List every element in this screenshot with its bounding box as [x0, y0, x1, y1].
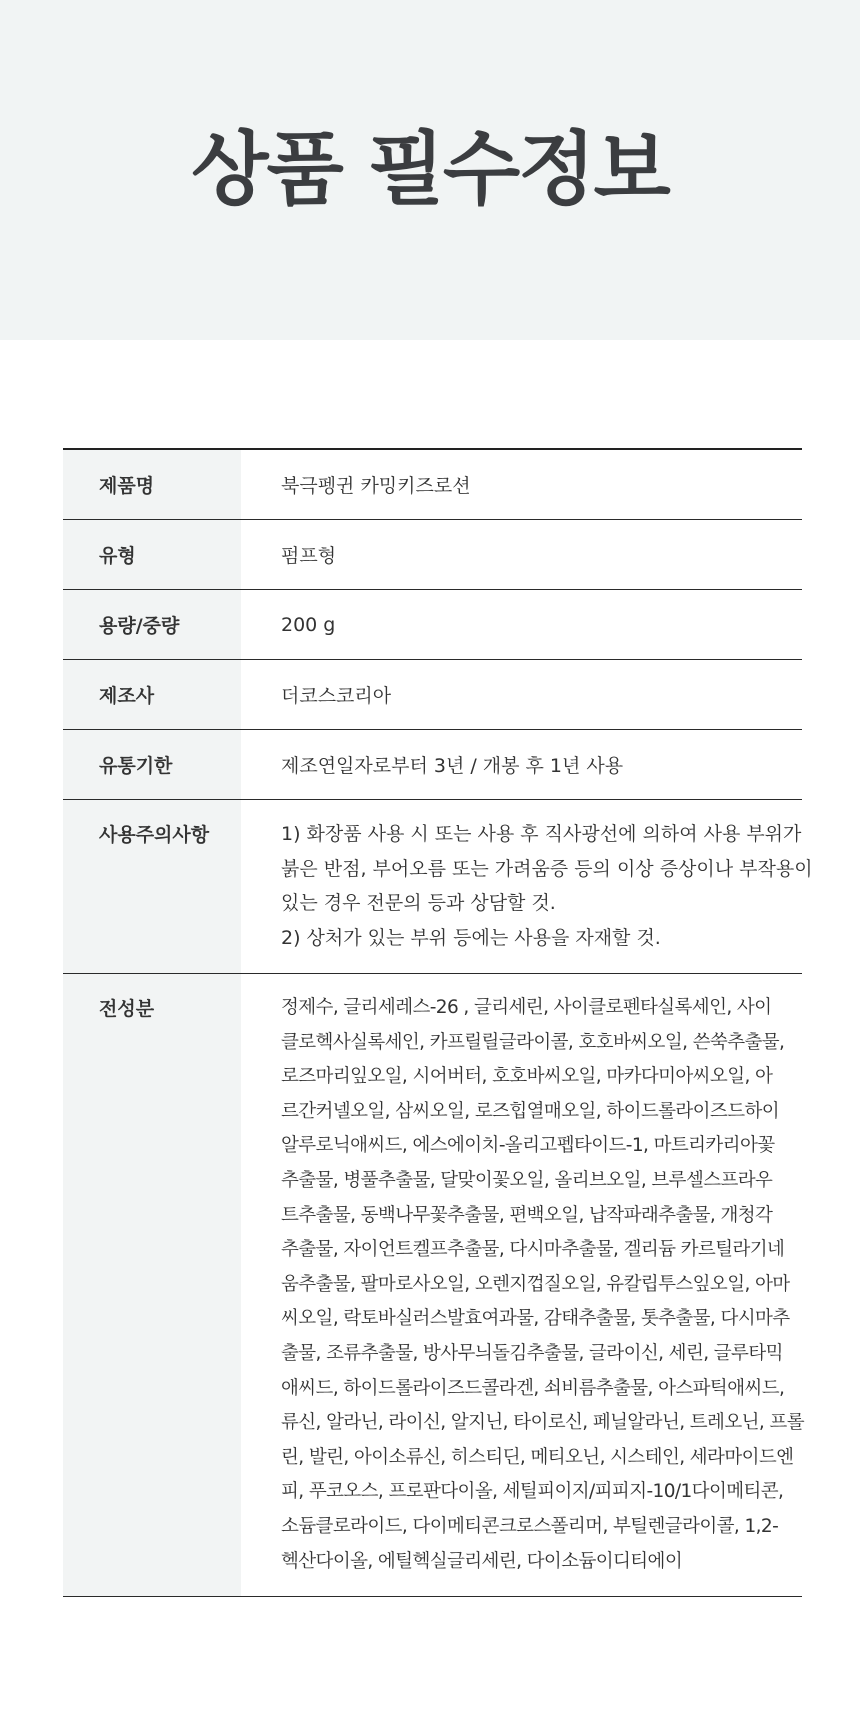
capacity-value: 200 g — [281, 613, 336, 636]
row-expiry — [63, 730, 802, 800]
ingredients-line: 출물, 조류추출물, 방사무늬돌김추출물, 글라이신, 세린, 글루타믹 — [281, 1342, 783, 1364]
manufacturer-value: 더코스코리아 — [281, 685, 392, 707]
ingredients-line: 소듐클로라이드, 다이메티콘크로스폴리머, 부틸렌글라이콜, 1,2- — [281, 1515, 779, 1537]
ingredients-line: 피, 푸코오스, 프로판다이올, 세틸피이지/피피지-10/1다이메티콘, — [281, 1481, 784, 1503]
product-name-label: 제품명 — [63, 450, 241, 519]
ingredients-line: 추출물, 자이언트켈프추출물, 다시마추출물, 겔리듐 카르틸라기네 — [281, 1239, 785, 1261]
caution-value — [241, 800, 825, 973]
expiry-label: 유통기한 — [63, 730, 241, 799]
row-ingredients — [63, 974, 802, 1597]
page-title: 상품 필수정보 — [191, 122, 669, 216]
row-capacity — [63, 590, 802, 660]
type-label: 유형 — [63, 520, 241, 589]
ingredients-value — [241, 974, 816, 1596]
ingredients-line: 추출물, 병풀추출물, 달맞이꽃오일, 올리브오일, 브루셀스프라우 — [281, 1169, 773, 1191]
ingredients-line: 헥산다이올, 에틸헥실글리세린, 다이소듐이디티에이 — [281, 1550, 683, 1572]
product-info-table — [63, 448, 813, 1597]
ingredients-line: 씨오일, 락토바실러스발효여과물, 감태추출물, 톳추출물, 다시마추 — [281, 1308, 790, 1330]
caution-line: 있는 경우 전문의 등과 상담할 것. — [281, 892, 556, 914]
ingredients-line: 류신, 알라닌, 라이신, 알지닌, 타이로신, 페닐알라닌, 트레오닌, 프롤 — [281, 1412, 804, 1434]
type-value: 펌프형 — [281, 545, 337, 567]
ingredients-line: 정제수, 글리세레스-26 , 글리세린, 사이클로펜타실록세인, 사이 — [281, 997, 772, 1018]
row-product-name — [63, 450, 802, 520]
ingredients-label: 전성분 — [63, 974, 241, 1596]
row-manufacturer — [63, 660, 802, 730]
ingredients-line: 린, 발린, 아이소류신, 히스티딘, 메티오닌, 시스테인, 세라마이드엔 — [281, 1446, 794, 1468]
ingredients-line: 알루로닉애씨드, 에스에이치-올리고펩타이드-1, 마트리카리아꽃 — [281, 1135, 775, 1157]
ingredients-line: 트추출물, 동백나무꽃추출물, 편백오일, 납작파래추출물, 개청각 — [281, 1204, 773, 1226]
ingredients-line: 애씨드, 하이드롤라이즈드콜라겐, 쇠비름추출물, 아스파틱애씨드, — [281, 1377, 785, 1399]
caution-line: 붉은 반점, 부어오름 또는 가려움증 등의 이상 증상이나 부작용이 — [281, 857, 813, 880]
manufacturer-label: 제조사 — [63, 660, 241, 729]
caution-label: 사용주의사항 — [63, 800, 241, 973]
row-caution — [63, 800, 813, 974]
ingredients-line: 움추출물, 팔마로사오일, 오렌지껍질오일, 유칼립투스잎오일, 아마 — [281, 1273, 790, 1295]
caution-line: 1) 화장품 사용 시 또는 사용 후 직사광선에 의하여 사용 부위가 — [281, 823, 802, 845]
row-type — [63, 520, 802, 590]
ingredients-line: 르간커넬오일, 삼씨오일, 로즈힙열매오일, 하이드롤라이즈드하이 — [281, 1100, 780, 1122]
product-name-value: 북극펭귄 카밍키즈로션 — [281, 475, 471, 497]
caution-line: 2) 상처가 있는 부위 등에는 사용을 자재할 것. — [281, 926, 661, 949]
capacity-label: 용량/중량 — [63, 590, 241, 659]
expiry-value: 제조연일자로부터 3년 / 개봉 후 1년 사용 — [281, 755, 624, 777]
header-banner — [0, 0, 860, 340]
ingredients-line: 클로헥사실록세인, 카프릴릴글라이콜, 호호바씨오일, 쓴쑥추출물, — [281, 1031, 785, 1053]
ingredients-line: 로즈마리잎오일, 시어버터, 호호바씨오일, 마카다미아씨오일, 아 — [281, 1066, 773, 1088]
